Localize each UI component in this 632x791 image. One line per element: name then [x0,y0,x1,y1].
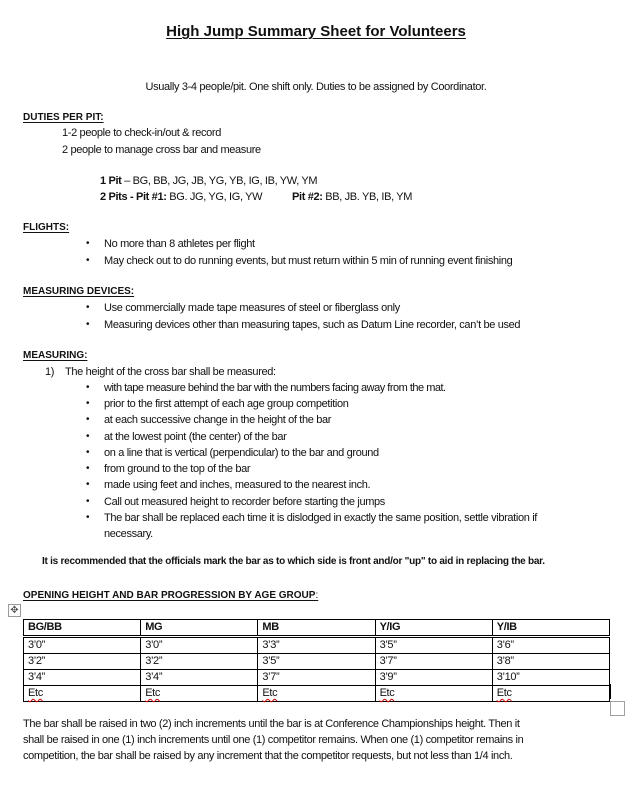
progression-heading-text: OPENING HEIGHT AND BAR PROGRESSION BY AGE GROUP [23,590,316,601]
table-cell[interactable]: 3’6” [492,637,609,654]
table-cell[interactable] [258,686,375,702]
subtitle: Usually 3-4 people/pit. One shift only. Duties to be assigned by Coordinator. [145,81,487,93]
misspelled-word[interactable]: Etc [496,687,512,699]
table-cell[interactable]: 3’10” [492,670,609,686]
measuring-heading: MEASURING: [23,350,88,361]
progression-heading [23,588,318,604]
duty-item: 2 people to manage cross bar and measure [62,144,261,156]
measuring-bullet: at the lowest point (the center) of the bar [104,431,287,443]
pit2-line [292,189,412,205]
bullet-icon: • [86,319,90,330]
table-row [24,686,610,702]
duty-item: 1-2 people to check-in/out & record [62,127,221,139]
one-pit-line [100,173,317,189]
flights-heading: FLIGHTS: [23,222,70,233]
measuring-bullet: made using feet and inches, measured to the nearest inch. [104,479,371,491]
misspelled-word[interactable]: Etc [145,687,161,699]
misspelled-word[interactable]: Etc [28,687,43,699]
bullet-icon: • [86,512,90,523]
bullet-icon: • [86,463,90,474]
misspelled-word[interactable]: Etc [262,687,278,699]
column-header[interactable]: MG [141,620,258,637]
measuring-bullet: The bar shall be replaced each time it is dislodged in exactly the same position, settle vibration if [104,512,538,524]
progression-table [23,619,610,702]
measuring-bullet: on a line that is vertical (perpendicular) to the bar and ground [104,447,379,459]
table-cell[interactable]: 3’5” [258,654,375,670]
measuring-bullet: Call out measured height to recorder before starting the jumps [104,496,385,508]
flights-bullet: May check out to do running events, but must return within 5 min of running event finishing [104,255,513,267]
measuring-devices-heading: MEASURING DEVICES: [23,286,135,297]
table-cell[interactable]: 3’8” [492,654,609,670]
table-cell[interactable]: 3’3” [258,637,375,654]
bullet-icon: • [86,479,90,490]
table-cell[interactable]: 3’4” [141,670,258,686]
measuring-bullet: at each successive change in the height of the bar [104,414,332,426]
bullet-icon: • [86,496,90,507]
one-pit-label: 1 Pit [100,175,122,187]
bullet-icon: • [86,238,90,249]
column-header[interactable]: Y/IB [492,620,609,637]
closing-paragraph-line: shall be raised in one (1) inch increments until one (1) competitor remains. When one (1) competitor remains in [23,734,524,746]
text-cursor [610,684,611,699]
table-cell[interactable]: 3’4” [24,670,141,686]
flights-bullet: No more than 8 athletes per flight [104,238,255,250]
measuring-bullet: prior to the first attempt of each age group competition [104,398,349,410]
table-cell[interactable] [375,686,492,702]
step-number: 1) [45,366,55,378]
duties-heading: DUTIES PER PIT: [23,112,104,123]
measuring-bullet: from ground to the top of the bar [104,463,251,475]
one-pit-text: – BG, BB, JG, JB, YG, YB, IG, IB, YW, YM [121,175,318,187]
table-cell[interactable] [141,686,258,702]
table-cell[interactable]: 3’5” [375,637,492,654]
column-header[interactable]: MB [258,620,375,637]
table-cell[interactable]: 3’2” [141,654,258,670]
table-row [24,670,610,686]
table-resize-handle[interactable] [610,701,625,716]
pit2-label: Pit #2: [292,191,323,203]
table-cell[interactable]: 3’2” [24,654,141,670]
devices-bullet: Use commercially made tape measures of steel or fiberglass only [104,302,400,314]
progression-heading-colon: : [315,590,319,601]
table-cell[interactable]: 3’9” [375,670,492,686]
measuring-bullet: with tape measure behind the bar with the numbers facing away from the mat. [104,382,446,394]
table-row [24,654,610,670]
closing-paragraph-line: The bar shall be raised in two (2) inch increments until the bar is at Conference Championships height. Then it [23,718,520,730]
bullet-icon: • [86,302,90,313]
table-header-row [24,620,610,637]
table-row [24,637,610,654]
table-cell[interactable]: 3’7” [375,654,492,670]
devices-bullet: Measuring devices other than measuring tapes, such as Datum Line recorder, can’t be used [104,319,521,331]
table-cell[interactable] [492,686,609,702]
column-header[interactable]: Y/IG [375,620,492,637]
bullet-icon: • [86,431,90,442]
bullet-icon: • [86,255,90,266]
bullet-icon: • [86,382,90,393]
table-cell[interactable]: 3’7” [258,670,375,686]
recommendation-note: It is recommended that the officials mark the bar as to which side is front and/or "up" to aid in replacing the bar. [42,556,545,567]
table-cell[interactable] [24,686,141,702]
closing-paragraph-line: competition, the bar shall be raised by any increment that the competitor requests, but not less than 1/4 inch. [23,750,513,762]
bullet-icon: • [86,398,90,409]
step-text: The height of the cross bar shall be measured: [65,366,276,378]
table-cell[interactable]: 3’0” [141,637,258,654]
column-header[interactable]: BG/BB [24,620,141,637]
pit2-text: BB, JB. YB, IB, YM [322,191,413,203]
two-pits-label: 2 Pits - Pit #1: [100,191,167,203]
table-move-handle-icon[interactable]: ✥ [8,604,21,617]
bullet-icon: • [86,414,90,425]
bullet-icon: • [86,447,90,458]
table-cell[interactable]: 3’0” [24,637,141,654]
page-title-text: High Jump Summary Sheet for Volunteers [166,23,466,40]
misspelled-word[interactable]: Etc [379,687,395,699]
pit1-text: BG. JG, YG, IG, YW [166,191,263,203]
measuring-bullet-continuation: necessary. [104,528,153,540]
page-title [0,22,632,42]
two-pits-line [100,189,262,205]
